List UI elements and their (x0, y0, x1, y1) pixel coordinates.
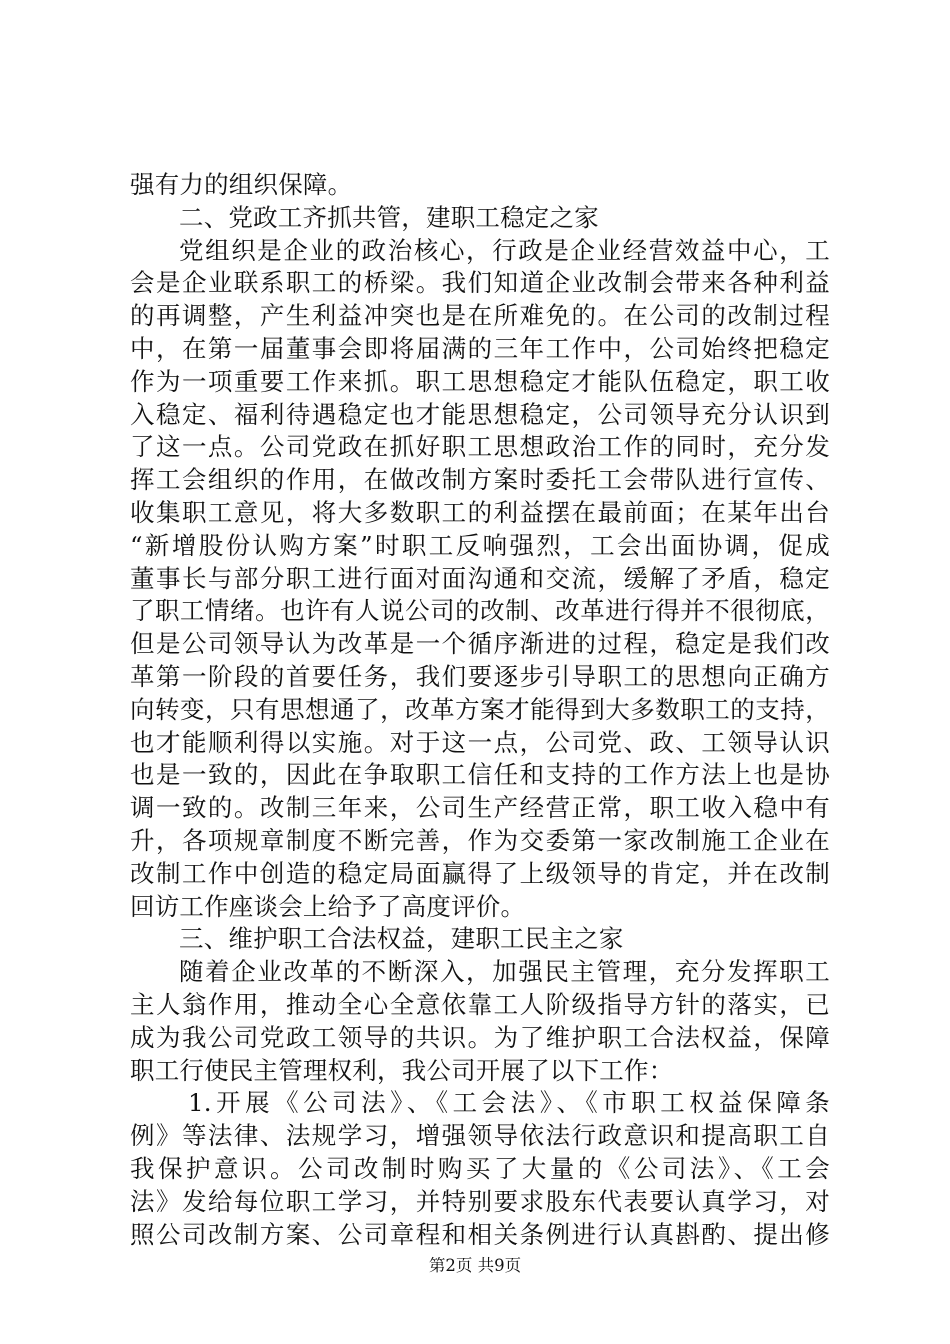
text-line: 成为我公司党政工领导的共识。为了维护职工合法权益，保障 (130, 1022, 830, 1052)
text-line: 也才能顺利得以实施。对于这一点，公司党、政、工领导认识 (130, 727, 830, 757)
text-line: 但是公司领导认为改革是一个循序渐进的过程，稳定是我们改 (130, 629, 830, 659)
text-line: 收集职工意见，将大多数职工的利益摆在最前面；在某年出台 (130, 497, 830, 527)
text-line: 董事长与部分职工进行面对面沟通和交流，缓解了矛盾，稳定 (130, 563, 830, 593)
text-line: 了这一点。公司党政在抓好职工思想政治工作的同时，充分发 (130, 432, 830, 462)
text-line: 了职工情绪。也许有人说公司的改制、改革进行得并不很彻底， (130, 596, 830, 626)
text-line: 中，在第一届董事会即将届满的三年工作中，公司始终把稳定 (130, 333, 830, 363)
text-line: 向转变，只有思想通了，改革方案才能得到大多数职工的支持， (130, 694, 830, 724)
text-line: 革第一阶段的首要任务，我们要逐步引导职工的思想向正确方 (130, 661, 830, 691)
text-line: 调一致的。改制三年来，公司生产经营正常，职工收入稳中有 (130, 793, 830, 823)
text-line: 主人翁作用，推动全心全意依靠工人阶级指导方针的落实，已 (130, 989, 830, 1019)
text-line: 职工行使民主管理权利，我公司开展了以下工作： (130, 1055, 674, 1085)
text-line: 作为一项重要工作来抓。职工思想稳定才能队伍稳定，职工收 (130, 366, 830, 396)
text-line: 回访工作座谈会上给予了高度评价。 (130, 891, 526, 921)
text-line: 入稳定、福利待遇稳定也才能思想稳定，公司领导充分认识到 (130, 399, 830, 429)
document-body (130, 169, 830, 1251)
page-number-footer: 第2页 共9页 (428, 1256, 522, 1275)
text-line: 照公司改制方案、公司章程和相关条例进行认真斟酌、提出修 (130, 1219, 830, 1249)
text-line: 挥工会组织的作用，在做改制方案时委托工会带队进行宣传、 (130, 465, 830, 495)
paragraph-first-line: 党组织是企业的政治核心，行政是企业经营效益中心，工 (179, 235, 830, 265)
section-heading: 二、党政工齐抓共管，建职工稳定之家 (179, 202, 599, 232)
text-line: “新增股份认购方案”时职工反响强烈，工会出面协调，促成 (130, 530, 830, 560)
list-item-first-line: 1.开展《公司法》、《工会法》、《市职工权益保障条 (188, 1088, 830, 1118)
text-line: 强有力的组织保障。 (130, 170, 353, 199)
text-line: 会是企业联系职工的桥梁。我们知道企业改制会带来各种利益 (130, 268, 830, 298)
text-line: 我保护意识。公司改制时购买了大量的《公司法》、《工会 (130, 1153, 830, 1183)
text-line: 也是一致的，因此在争取职工信任和支持的工作方法上也是协 (130, 760, 830, 790)
section-heading: 三、维护职工合法权益，建职工民主之家 (179, 924, 624, 954)
text-line: 升，各项规章制度不断完善，作为交委第一家改制施工企业在 (130, 825, 830, 855)
text-line: 的再调整，产生利益冲突也是在所难免的。在公司的改制过程 (130, 301, 830, 331)
text-line: 改制工作中创造的稳定局面赢得了上级领导的肯定，并在改制 (130, 858, 830, 888)
text-line: 例》等法律、法规学习，增强领导依法行政意识和提高职工自 (130, 1121, 830, 1151)
paragraph-first-line: 随着企业改革的不断深入，加强民主管理，充分发挥职工 (179, 957, 830, 987)
text-line: 法》发给每位职工学习，并特别要求股东代表要认真学习，对 (130, 1186, 830, 1216)
